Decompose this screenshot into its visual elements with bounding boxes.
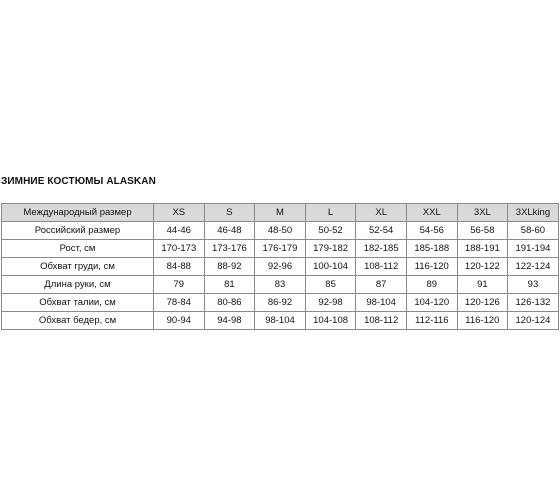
table-row (2, 294, 559, 312)
table-cell: 173-176 (204, 240, 255, 258)
table-cell: 116-120 (406, 258, 457, 276)
table-cell: 88-92 (204, 258, 255, 276)
table-cell: 188-191 (457, 240, 508, 258)
header-size-cell: 3XLking (508, 204, 559, 222)
row-label-cell: Российский размер (2, 222, 154, 240)
row-label-cell: Обхват талии, см (2, 294, 154, 312)
table-cell: 85 (305, 276, 356, 294)
table-row (2, 240, 559, 258)
table-cell: 98-104 (356, 294, 407, 312)
header-size-cell: XS (154, 204, 205, 222)
table-cell: 93 (508, 276, 559, 294)
header-size-cell: XL (356, 204, 407, 222)
table-cell: 58-60 (508, 222, 559, 240)
header-size-cell: M (255, 204, 306, 222)
row-label-cell: Обхват груди, см (2, 258, 154, 276)
table-cell: 87 (356, 276, 407, 294)
table-cell: 108-112 (356, 312, 407, 330)
table-cell: 104-108 (305, 312, 356, 330)
header-size-cell: XXL (406, 204, 457, 222)
table-cell: 185-188 (406, 240, 457, 258)
table-cell: 91 (457, 276, 508, 294)
table-cell: 120-124 (508, 312, 559, 330)
row-label-cell: Рост, см (2, 240, 154, 258)
table-cell: 104-120 (406, 294, 457, 312)
table-row (2, 258, 559, 276)
table-cell: 191-194 (508, 240, 559, 258)
table-row (2, 276, 559, 294)
table-cell: 108-112 (356, 258, 407, 276)
header-size-cell: 3XL (457, 204, 508, 222)
table-cell: 86-92 (255, 294, 306, 312)
table-cell: 182-185 (356, 240, 407, 258)
size-chart-table (1, 203, 559, 330)
table-cell: 120-122 (457, 258, 508, 276)
row-label-cell: Длина руки, см (2, 276, 154, 294)
table-row (2, 222, 559, 240)
table-cell: 79 (154, 276, 205, 294)
table-cell: 170-173 (154, 240, 205, 258)
header-label-cell: Международный размер (2, 204, 154, 222)
table-cell: 78-84 (154, 294, 205, 312)
table-cell: 112-116 (406, 312, 457, 330)
table-cell: 179-182 (305, 240, 356, 258)
table-cell: 89 (406, 276, 457, 294)
table-cell: 126-132 (508, 294, 559, 312)
table-cell: 122-124 (508, 258, 559, 276)
table-header-row (2, 204, 559, 222)
table-cell: 81 (204, 276, 255, 294)
header-size-cell: L (305, 204, 356, 222)
table-cell: 92-96 (255, 258, 306, 276)
row-label-cell: Обхват бедер, см (2, 312, 154, 330)
table-cell: 50-52 (305, 222, 356, 240)
table-cell: 54-56 (406, 222, 457, 240)
page-title: ЗИМНИЕ КОСТЮМЫ ALASKAN (1, 176, 156, 187)
table-cell: 90-94 (154, 312, 205, 330)
table-cell: 44-46 (154, 222, 205, 240)
table-cell: 83 (255, 276, 306, 294)
table-cell: 46-48 (204, 222, 255, 240)
table-cell: 92-98 (305, 294, 356, 312)
table-cell: 100-104 (305, 258, 356, 276)
table-cell: 120-126 (457, 294, 508, 312)
table-cell: 94-98 (204, 312, 255, 330)
table-row (2, 312, 559, 330)
table-cell: 84-88 (154, 258, 205, 276)
table-cell: 116-120 (457, 312, 508, 330)
header-size-cell: S (204, 204, 255, 222)
table-cell: 176-179 (255, 240, 306, 258)
table-cell: 48-50 (255, 222, 306, 240)
table-cell: 52-54 (356, 222, 407, 240)
table-cell: 98-104 (255, 312, 306, 330)
table-cell: 56-58 (457, 222, 508, 240)
table-cell: 80-86 (204, 294, 255, 312)
